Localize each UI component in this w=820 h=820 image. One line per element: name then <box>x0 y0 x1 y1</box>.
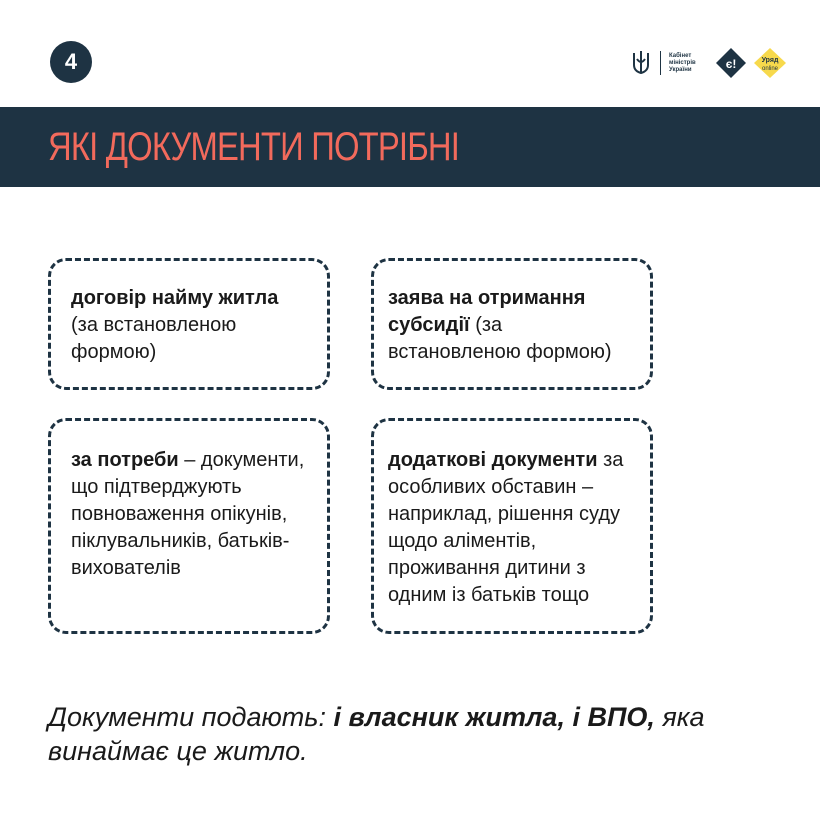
document-card-guardianship <box>48 418 330 634</box>
document-card-lease <box>48 258 330 390</box>
svg-text:є!: є! <box>725 57 737 71</box>
card-bold-text: заява на отримання субсидії <box>388 287 586 336</box>
document-card-additional <box>371 418 653 634</box>
logos <box>630 46 787 80</box>
header-band <box>0 107 820 187</box>
card-text: (за встановленою формою) <box>71 314 237 363</box>
card-text: (за встановленою формою) <box>388 314 612 363</box>
card-text: за особливих обставин – наприклад, рішення суду щодо аліментів, проживання дитини з одним із батьків тощо <box>388 449 624 606</box>
logo-divider <box>660 51 661 75</box>
cabinet-logo-text: Кабінет міністрів України <box>669 52 696 73</box>
page-title: ЯКІ ДОКУМЕНТИ ПОТРІБНІ <box>48 124 460 169</box>
uryad-online-logo <box>753 47 787 79</box>
trident-icon <box>630 49 652 77</box>
card-bold-text: договір найму житла <box>71 287 279 309</box>
page-number-badge: 4 <box>50 41 92 83</box>
document-card-application <box>371 258 653 390</box>
card-text: – документи, що підтверджують повноваження опікунів, піклувальників, батьків-вихователів <box>71 449 305 579</box>
svg-text:online: online <box>761 66 779 72</box>
diia-logo-icon <box>715 47 747 79</box>
footer-note: Документи подають: і власник житла, і ВПО, яка винаймає це житло. <box>48 702 705 766</box>
svg-text:Уряд: Уряд <box>761 57 779 64</box>
card-bold-text: додаткові документи <box>388 449 598 471</box>
card-bold-text: за потреби <box>71 449 179 471</box>
